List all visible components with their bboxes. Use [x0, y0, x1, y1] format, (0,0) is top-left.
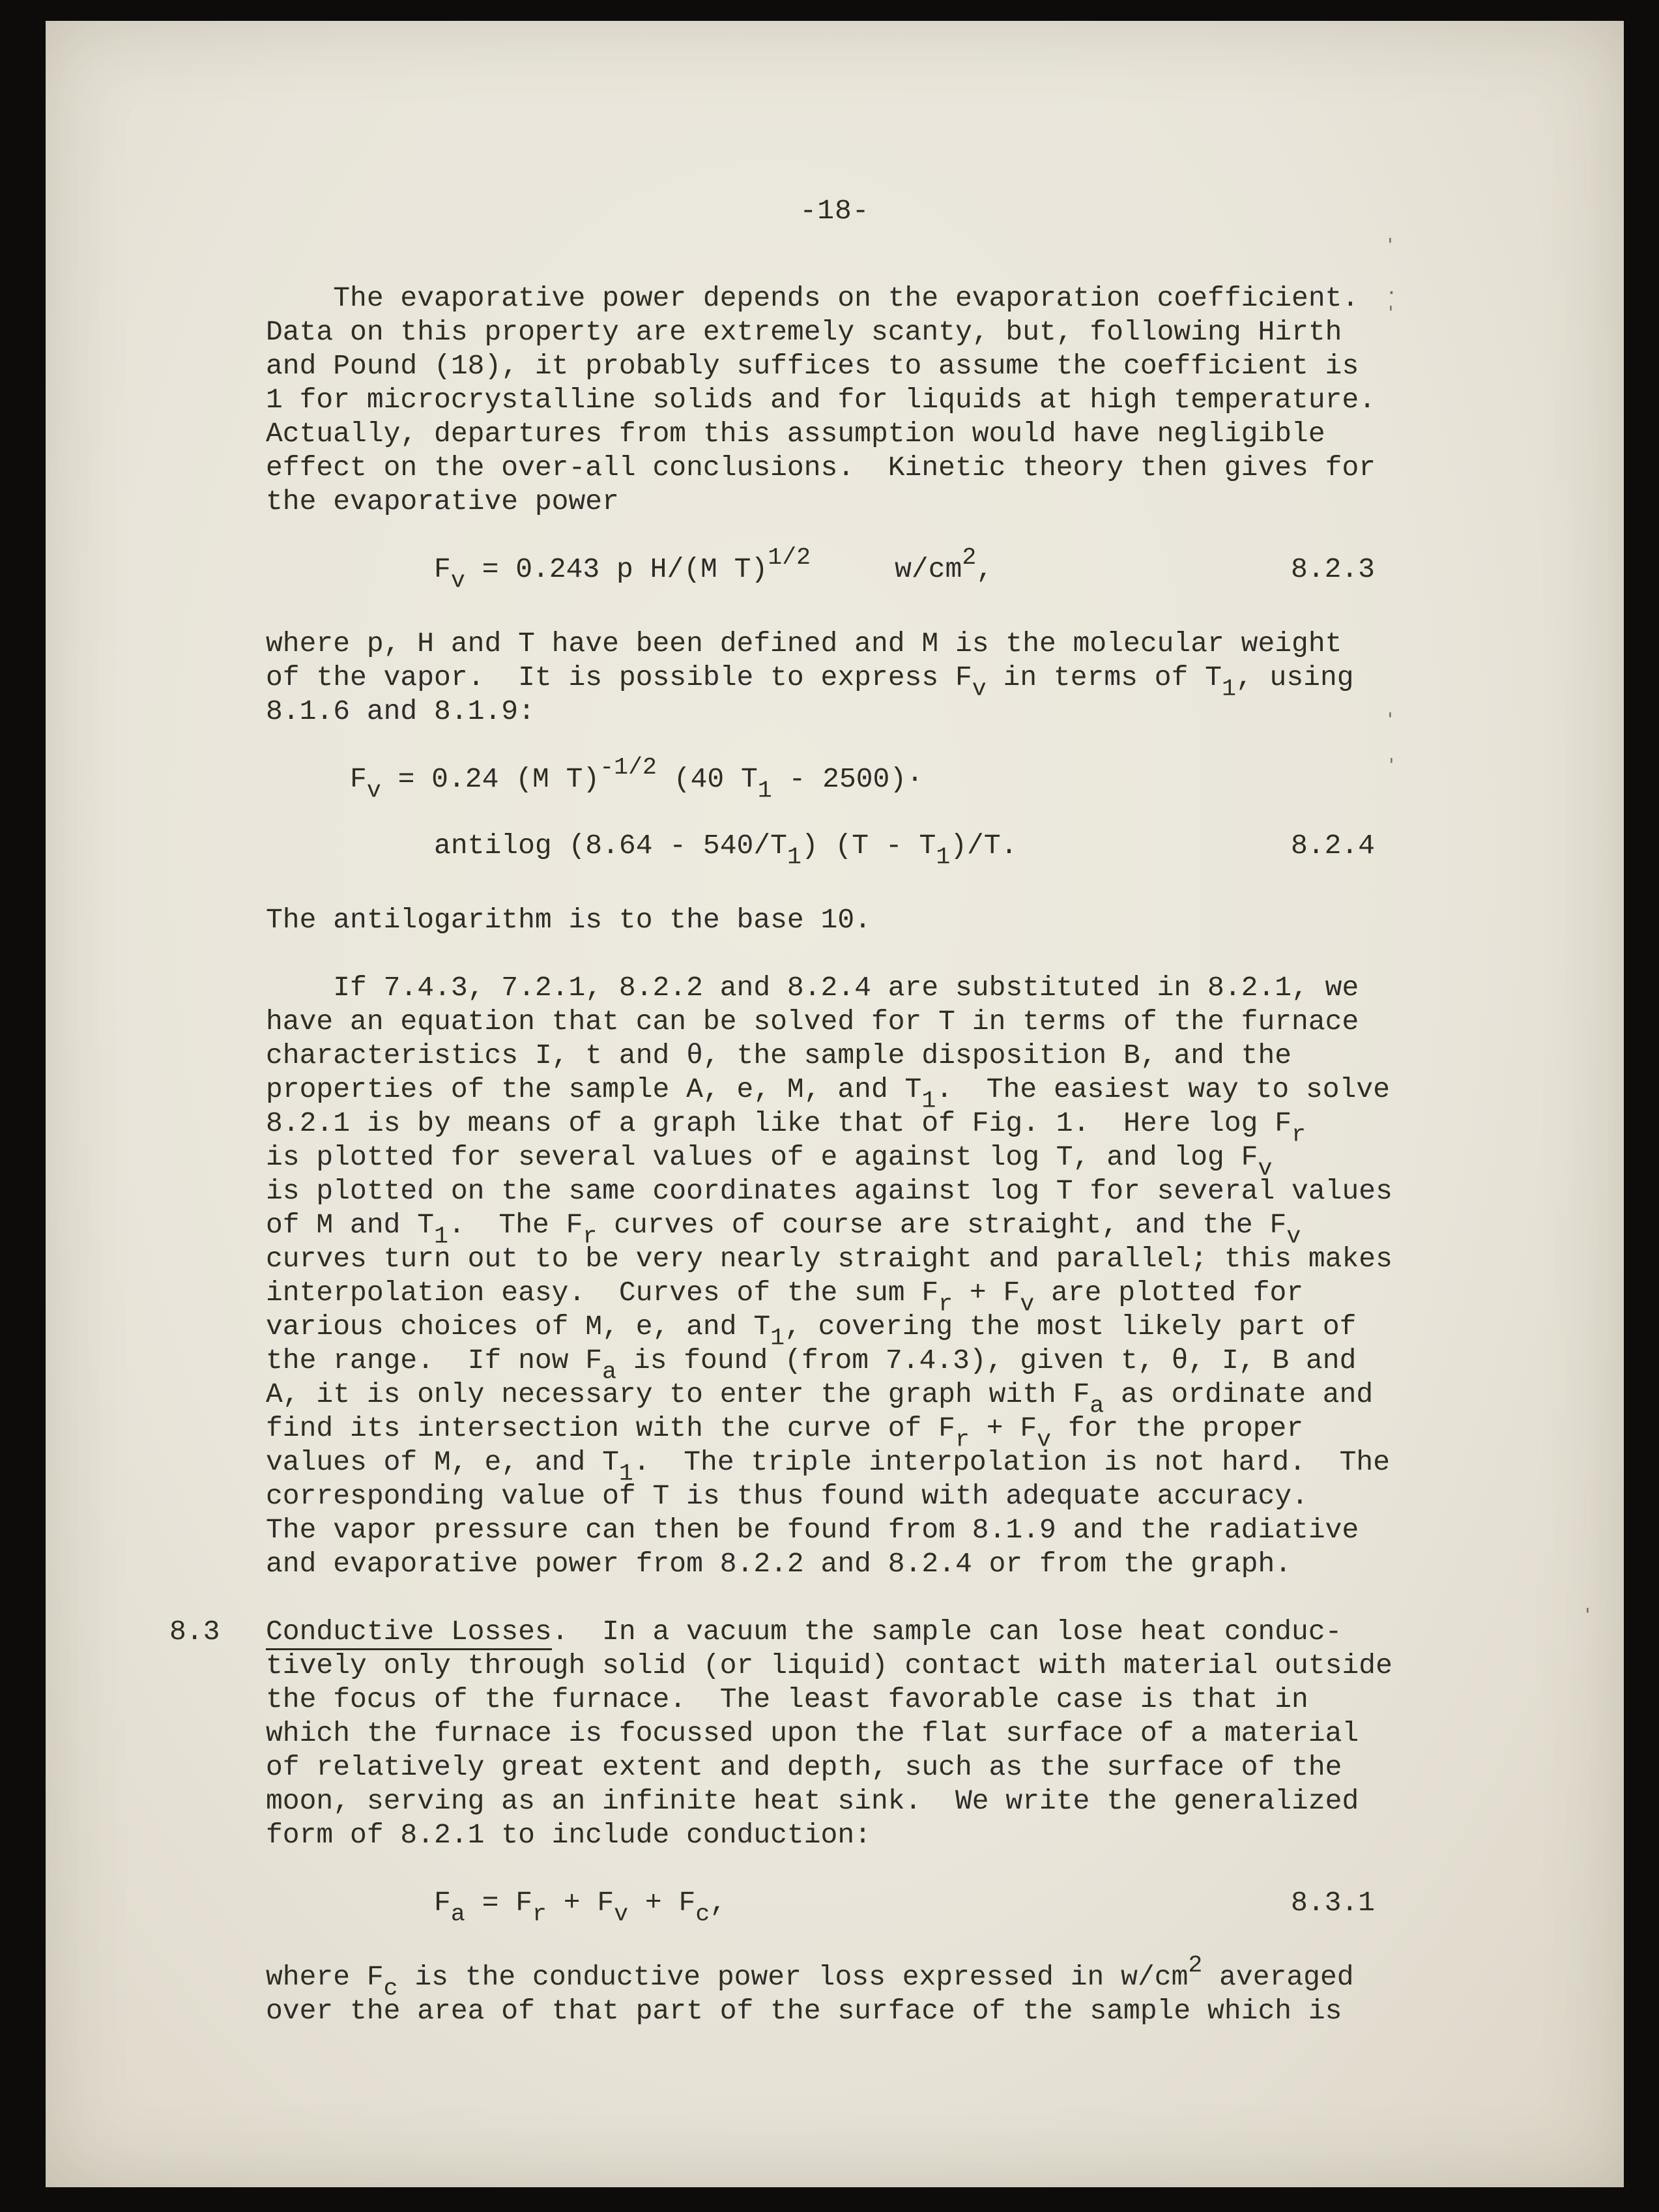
text-line: of the vapor. It is possible to express $F_v$ in terms of $T_1$, using: [266, 662, 1354, 703]
text-line: various choices of M, e, and $T_1$, covering the most likely part of: [266, 1311, 1357, 1352]
text-line: curves turn out to be very nearly straight and parallel; this makes: [266, 1243, 1392, 1275]
equation-number: 8.3.1: [1290, 1887, 1375, 1919]
text-line: 8.2.1 is by means of a graph like that of Fig. 1. Here $\log F_r$: [266, 1107, 1306, 1148]
equation-line: antilog $(8.64 - 540/T_1)$ $(T - T_1)/T$. 8.2.4: [266, 830, 1375, 871]
document-page: [46, 21, 1624, 2187]
text-line: the evaporative power: [266, 486, 619, 517]
text-line: is plotted on the same coordinates against log T for several values: [266, 1175, 1392, 1207]
section-number: 8.3: [169, 1616, 220, 1648]
document-content: [169, 282, 1392, 2062]
text-line: The antilogarithm is to the base 10.: [266, 904, 871, 936]
equation-line: $F_v = 0.24$ (M T)$^{-1/2}$ (40 $T_1 - 2500)\cdot$: [266, 753, 923, 804]
scan-artifact: ': [1385, 302, 1396, 323]
text-line: find its intersection with the curve of $F_r + F_v$ for the proper: [266, 1412, 1304, 1453]
text-line: moon, serving as an infinite heat sink. We write the generalized: [266, 1785, 1359, 1817]
equation-block: [266, 544, 1381, 594]
paragraph-block: [266, 627, 1381, 729]
text-line: of relatively great extent and depth, such as the surface of the: [266, 1751, 1342, 1783]
paragraph-block: [266, 282, 1381, 519]
text-line: 1 for microcrystalline solids and for liquids at high temperature.: [266, 384, 1376, 416]
scan-artifact: ': [1582, 1604, 1593, 1625]
scan-artifact: ': [1385, 708, 1396, 730]
text-line: values of M, e, and $T_1$. The triple interpolation is not hard. The: [266, 1446, 1391, 1487]
page-number: -18-: [800, 195, 870, 227]
equation-number: 8.2.3: [1290, 553, 1375, 585]
text-line: A, it is only necessary to enter the graph with $F_a$ as ordinate and: [266, 1378, 1374, 1419]
equation-block: [266, 1886, 1381, 1928]
text-line: The evaporative power depends on the evaporation coefficient.: [266, 282, 1359, 314]
text-line: effect on the over-all conclusions. Kinetic theory then gives for: [266, 452, 1376, 484]
equation-line: $F_a = F_r + F_v + F_c$, 8.3.1: [266, 1887, 1375, 1928]
text-line: Data on this property are extremely scanty, but, following Hirth: [266, 316, 1342, 348]
text-line: 8.1.6 and 8.1.9:: [266, 695, 535, 727]
text-line: the range. If now $F_a$ is found (from 7.4.3), given t, θ, I, B and: [266, 1345, 1357, 1386]
text-line: tively only through solid (or liquid) contact with material outside: [266, 1650, 1392, 1681]
scan-artifact: ': [1386, 754, 1397, 776]
text-line: characteristics I, t and θ, the sample disposition B, and the: [266, 1040, 1292, 1071]
text-line: interpolation easy. Curves of the sum $F_r + F_v$ are plotted for: [266, 1277, 1304, 1318]
text-line: The vapor pressure can then be found from 8.1.9 and the radiative: [266, 1514, 1359, 1546]
paragraph-block: [266, 903, 1381, 937]
text-line: Conductive Losses. In a vacuum the sample can lose heat conduc-: [266, 1615, 1381, 1649]
text-line: form of 8.2.1 to include conduction:: [266, 1819, 871, 1851]
text-line: where $F_c$ is the conductive power loss expressed in $w/cm^2$ averaged: [266, 1951, 1354, 2002]
text-line: the focus of the furnace. The least favorable case is that in: [266, 1683, 1308, 1715]
text-line: and evaporative power from 8.2.2 and 8.2.4 or from the graph.: [266, 1548, 1292, 1580]
equation-line: $F_v = 0.243$ p H/(M T)$^{1/2}$ $w/cm^2$, 8.2.3: [266, 544, 1375, 594]
text-line: corresponding value of T is thus found with adequate accuracy.: [266, 1480, 1308, 1512]
text-line: which the furnace is focussed upon the flat surface of a material: [266, 1717, 1359, 1749]
text-line: of M and $T_1$. The $F_r$ curves of course are straight, and the $F_v$: [266, 1209, 1301, 1250]
paragraph-block: [266, 971, 1392, 1581]
section-block: [169, 1615, 1392, 1852]
text-line: Actually, departures from this assumption would have negligible: [266, 418, 1325, 450]
text-line: have an equation that can be solved for T in terms of the furnace: [266, 1006, 1359, 1038]
paragraph-block: [266, 1951, 1381, 2028]
scan-artifact: ': [1385, 234, 1396, 255]
equation-block: [266, 753, 1381, 871]
text-line: where p, H and T have been defined and M is the molecular weight: [266, 628, 1342, 660]
scan-artifact: .: [1386, 277, 1397, 298]
text-line: properties of the sample A, e, M, and $T_1$. The easiest way to solve: [266, 1073, 1391, 1114]
text-line: over the area of that part of the surface of the sample which is: [266, 1995, 1342, 2027]
text-line: and Pound (18), it probably suffices to assume the coefficient is: [266, 350, 1359, 382]
text-line: If 7.4.3, 7.2.1, 8.2.2 and 8.2.4 are substituted in 8.2.1, we: [266, 972, 1359, 1004]
text-line: is plotted for several values of e against log T, and $\log F_v$: [266, 1141, 1273, 1182]
equation-number: 8.2.4: [1290, 830, 1375, 862]
